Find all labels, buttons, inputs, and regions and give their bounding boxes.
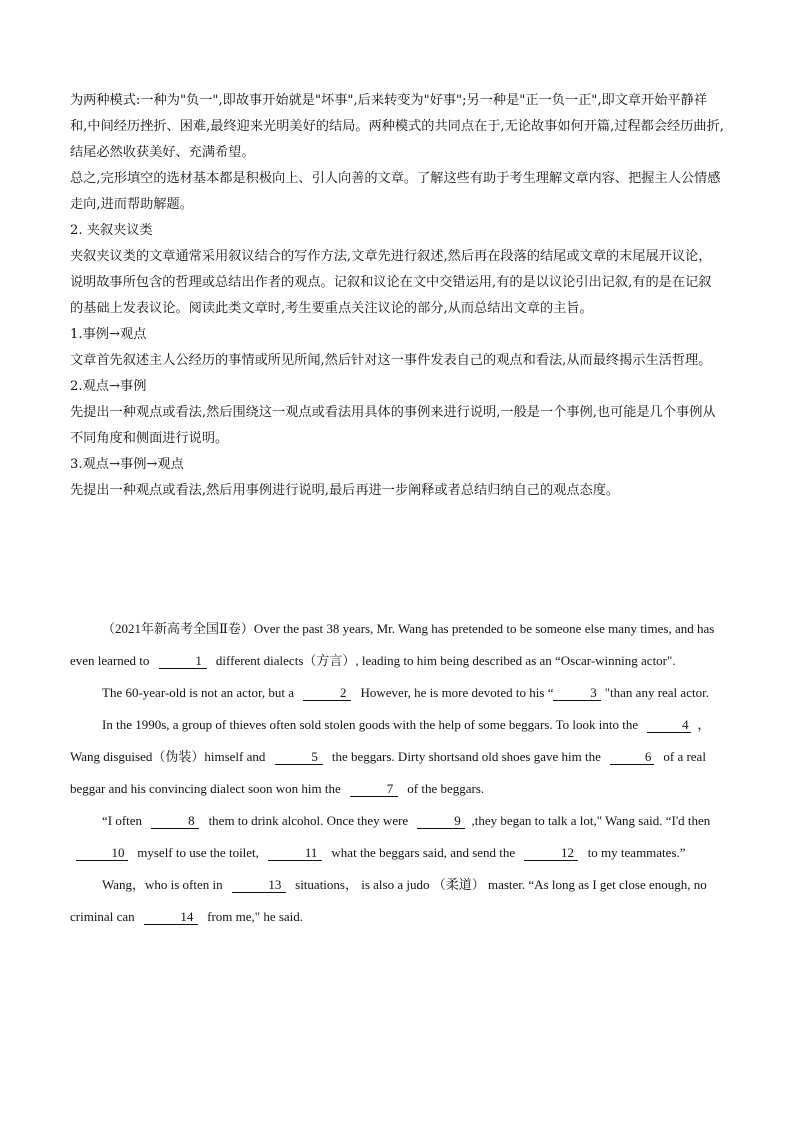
intro-paragraph-example-to-view: 文章首先叙述主人公经历的事情或所见所闻,然后针对这一事件发表自己的观点和看法,从而最终揭示生活哲理。 [70,353,712,368]
intro-paragraph-view-to-example: 先提出一种观点或看法,然后围绕这一观点或看法用具体的事例来进行说明,一般是一个事例,也可能是几个事例从不同角度和侧面进行说明。 [70,405,716,446]
passage-paragraph-1: （2021年新高考全国Ⅱ卷）Over the past 38 years, Mr. Wang has pretended to be someone else many times, and has even learned to 1 different dialects（方言）, leading to him being described as an “Oscar-winning actor". [70,621,715,668]
intro-paragraph-view-example-view: 先提出一种观点或看法,然后用事例进行说明,最后再进一步阐释或者总结归纳自己的观点态度。 [70,483,620,498]
cloze-blank-7[interactable]: 7 [350,782,398,797]
intro-paragraph-summary: 总之,完形填空的选材基本都是积极向上、引人向善的文章。了解这些有助于考生理解文章内容、把握主人公情感走向,进而帮助解题。 [70,171,721,212]
cloze-blank-9[interactable]: 9 [417,814,465,829]
cloze-blank-14[interactable]: 14 [144,910,198,925]
intro-paragraph-models: 为两种模式:一种为"负一",即故事开始就是"坏事",后来转变为"好事";另一种是"正一负一正",即文章开始平静祥和,中间经历挫折、困难,最终迎来光明美好的结局。两种模式的共同点在于,无论故事如何开篇,过程都会经历曲折,结尾必然收获美好、充满希望。 [70,93,724,160]
subheading-view-example-view: 3.观点→事例→观点 [70,457,184,472]
cloze-blank-12[interactable]: 12 [524,846,578,861]
cloze-blank-5[interactable]: 5 [275,750,323,765]
cloze-blank-1[interactable]: 1 [159,654,207,669]
cloze-blank-2[interactable]: 2 [303,686,351,701]
cloze-blank-11[interactable]: 11 [268,846,322,861]
cloze-blank-8[interactable]: 8 [151,814,199,829]
passage-paragraph-5: Wang，who is often in 13 situations， is also a judo （柔道） master. “As long as I get close enough, no criminal can 14 from me," he said. [70,877,707,924]
passage-paragraph-4: “I often 8 them to drink alcohol. Once they were 9 ,they began to talk a lot," Wang said. “I'd then 10 myself to use the toilet, 11 what the beggars said, and send the 12 to my teammates.” [70,805,724,869]
cloze-blank-10[interactable]: 10 [76,846,128,861]
section-heading-narrative-argument: 2. 夹叙夹议类 [70,223,153,238]
cloze-blank-3[interactable]: 3 [553,686,601,701]
subheading-view-to-example: 2.观点→事例 [70,379,147,394]
subheading-example-to-view: 1.事例→观点 [70,327,147,342]
passage-paragraph-2: The 60-year-old is not an actor, but a 2 However, he is more devoted to his “ 3 "than any real actor. [102,685,709,700]
cloze-blank-13[interactable]: 13 [232,878,286,893]
cloze-blank-4[interactable]: 4 [647,718,691,733]
cloze-blank-6[interactable]: 6 [610,750,654,765]
intro-section [70,88,724,504]
passage-source: （2021年新高考全国Ⅱ卷） [102,621,254,636]
intro-paragraph-narrative-argument: 夹叙夹议类的文章通常采用叙议结合的写作方法,文章先进行叙述,然后再在段落的结尾或文章的末尾展开议论，说明故事所包含的哲理或总结出作者的观点。记叙和议论在文中交错运用,有的是以议论引出记叙,有的是在记叙的基础上发表议论。阅读此类文章时,考生要重点关注议论的部分,从而总结出文章的主旨。 [70,249,712,316]
cloze-passage [70,613,724,933]
passage-paragraph-3: In the 1990s, a group of thieves often sold stolen goods with the help of some beggars. To look into the 4 ，Wang disguised（伪装）himself and 5 the beggars. Dirty shortsand old shoes gave him the 6 of a real beggar and his convincing dialect soon won him the 7 of the beggars. [70,717,711,796]
